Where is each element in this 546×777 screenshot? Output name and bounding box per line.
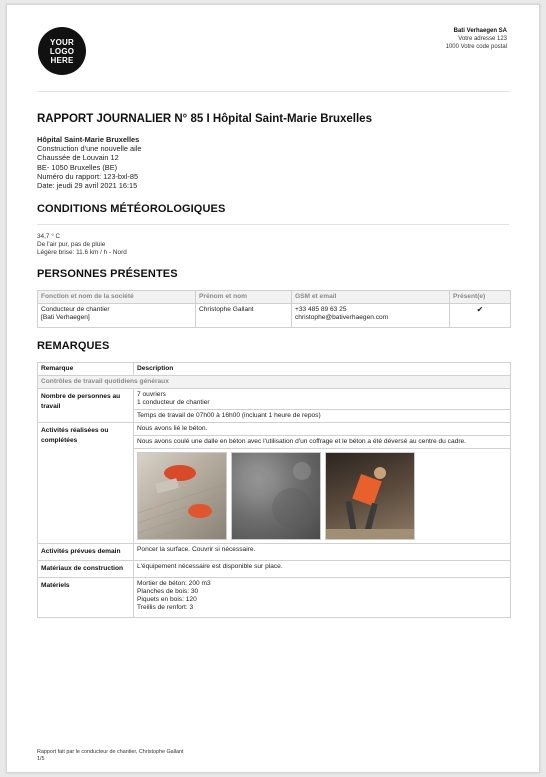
- footer-author: Rapport fait par le conducteur de chantier, Christophe Gallant: [37, 749, 184, 755]
- equipment-cell: [134, 578, 511, 618]
- company-name: Bati Verhaegen SA: [453, 28, 507, 34]
- workers-count: 7 ouvriers: [137, 391, 166, 398]
- remarks-heading: REMARQUES: [37, 340, 110, 352]
- company-address-line2: 1000 Votre code postal: [445, 44, 507, 50]
- col-function: Fonction et nom de la société: [38, 291, 196, 304]
- col-remark: Remarque: [38, 363, 134, 376]
- planned-desc: Poncer la surface. Couvrir si nécessaire.: [137, 546, 256, 553]
- person-phone: +33 485 89 63 25: [295, 306, 347, 313]
- planned-label: Activités prévues demain: [38, 544, 134, 561]
- photo-worker[interactable]: [325, 452, 415, 540]
- materials-cell: [134, 561, 511, 578]
- table-row: [38, 544, 511, 561]
- present-check-icon: ✔: [450, 304, 511, 328]
- site-city: BE- 1050 Bruxelles (BE): [37, 162, 118, 172]
- company-logo: YOUR LOGO HERE: [38, 27, 86, 75]
- activity-1: Nous avons lié le béton.: [134, 423, 510, 436]
- person-contact-cell: [292, 304, 450, 328]
- person-email: christophe@bativerhaegen.com: [295, 314, 389, 321]
- person-name: Christophe Gallant: [196, 304, 292, 328]
- weather-divider: [37, 224, 509, 225]
- workers-counts: [134, 389, 510, 410]
- activity-2: Nous avons coulé une dalle en béton avec l'utilisation d'un coffrage et le béton a été déversé au centre du cadre.: [134, 436, 510, 449]
- col-name: Prénom et nom: [196, 291, 292, 304]
- page-footer: [37, 749, 184, 763]
- col-contact: GSM et email: [292, 291, 450, 304]
- equipment-2: Planches de bois: 30: [137, 588, 199, 595]
- equipment-3: Piquets en bois: 120: [137, 596, 197, 603]
- workers-label: Nombre de personnes au travail: [38, 389, 134, 423]
- materials-desc: L'équipement nécessaire est disponible sur place.: [137, 563, 283, 570]
- site-name: Hôpital Saint-Marie Bruxelles: [37, 135, 140, 144]
- weather-temperature: 34,7 ° C: [37, 233, 61, 240]
- work-time: Temps de travail de 07h00 à 16h00 (incluant 1 heure de repos): [137, 412, 321, 419]
- remarks-table-header: [38, 363, 511, 376]
- equipment-1: Mortier de béton: 200 m3: [137, 580, 211, 587]
- table-row: [38, 561, 511, 578]
- people-table: [37, 290, 511, 328]
- page-number: 1/5: [37, 756, 45, 762]
- person-function-cell: [38, 304, 196, 328]
- equipment-label: Matériels: [38, 578, 134, 618]
- section-row: [38, 376, 511, 389]
- equipment-4: Treillis de renfort: 3: [137, 604, 194, 611]
- report-number: Numéro du rapport: 123-bxl-85: [37, 171, 139, 181]
- report-title: RAPPORT JOURNALIER N° 85 I Hôpital Saint-Marie Bruxelles: [37, 113, 372, 125]
- weather-info: [37, 233, 127, 258]
- company-address-line1: Votre adresse 123: [458, 36, 507, 42]
- materials-label: Matériaux de construction: [38, 561, 134, 578]
- people-table-header: [38, 291, 511, 304]
- planned-cell: [134, 544, 511, 561]
- photo-concrete[interactable]: [231, 452, 321, 540]
- company-address-block: [446, 27, 507, 51]
- site-street: Chaussée de Louvain 12: [37, 153, 119, 163]
- col-present: Présent(e): [450, 291, 511, 304]
- person-company: [Bati Verhaegen]: [41, 314, 90, 321]
- activities-label: Activités réalisées ou complétées: [38, 423, 134, 544]
- workers-lead: 1 conducteur de chantier: [137, 399, 210, 406]
- site-description: Construction d'une nouvelle aile: [37, 144, 142, 154]
- table-row: [38, 578, 511, 618]
- col-description: Description: [134, 363, 511, 376]
- photo-tiling[interactable]: [137, 452, 227, 540]
- site-info: [37, 135, 142, 190]
- report-date: Date: jeudi 29 avril 2021 16:15: [37, 181, 138, 191]
- people-heading: PERSONNES PRÉSENTES: [37, 268, 178, 280]
- workers-cell: [134, 389, 511, 423]
- activities-cell: [134, 423, 511, 544]
- person-function: Conducteur de chantier: [41, 306, 110, 313]
- table-row: [38, 304, 511, 328]
- remarks-table: [37, 362, 511, 618]
- table-row: [38, 389, 511, 423]
- header-divider: [37, 91, 509, 92]
- report-page: [6, 4, 540, 773]
- section-title: Contrôles de travail quotidiens généraux: [38, 376, 511, 389]
- weather-sky: De l'air pur, pas de pluie: [37, 241, 106, 249]
- activity-photos: [134, 449, 510, 543]
- table-row: [38, 423, 511, 544]
- weather-wind: Légère brise: 11.6 km / h - Nord: [37, 249, 127, 257]
- weather-heading: CONDITIONS MÉTÉOROLOGIQUES: [37, 203, 226, 215]
- equipment-list: [134, 578, 510, 614]
